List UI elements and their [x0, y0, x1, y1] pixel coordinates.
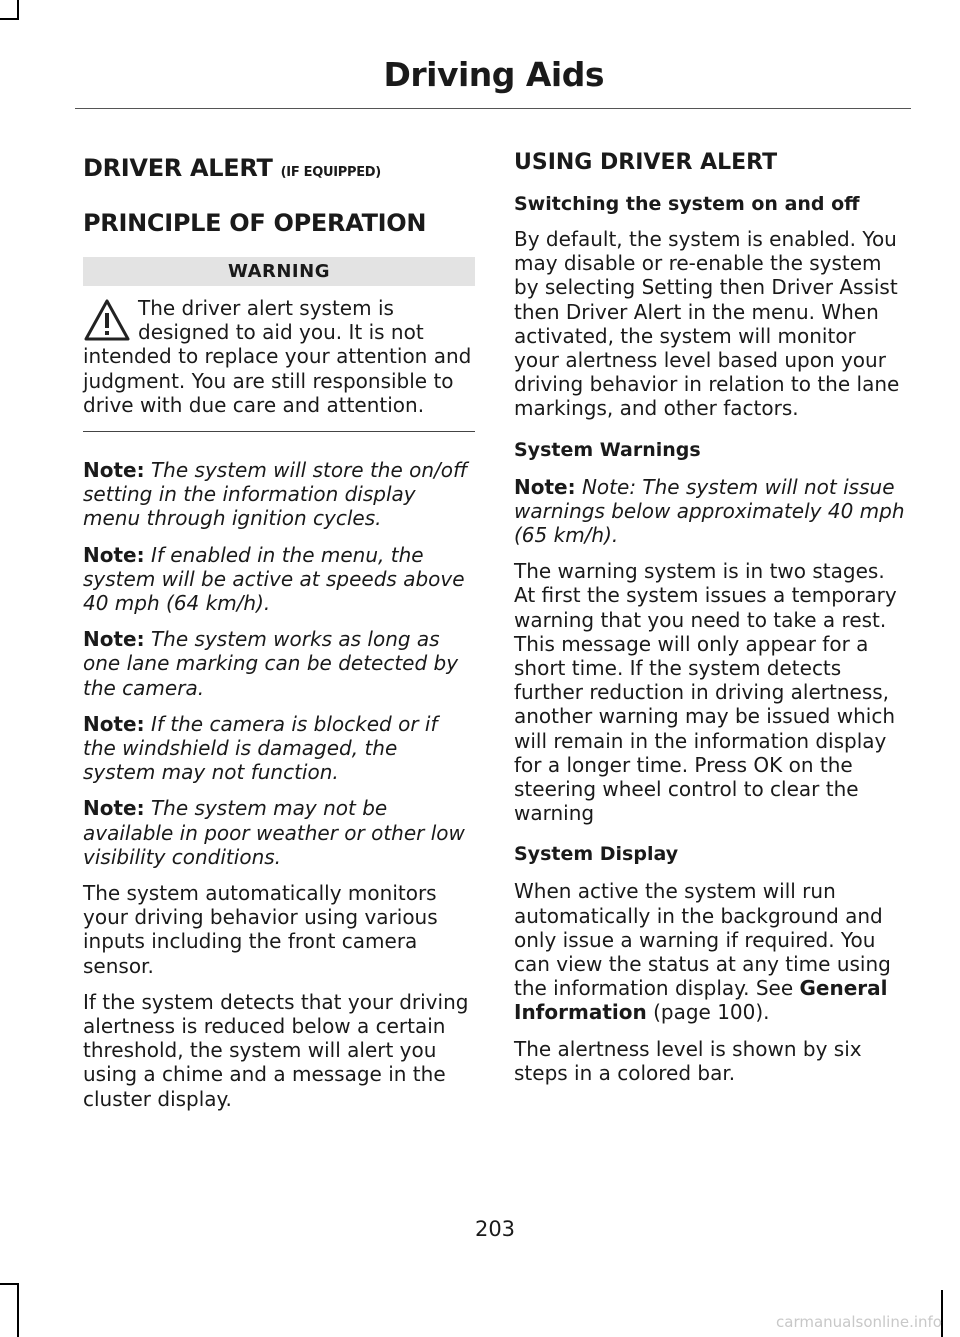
note-warnings [514, 475, 906, 548]
note-label: Note: [83, 542, 145, 567]
page-title: Driving Aids [383, 55, 604, 94]
note-text: The system works as long as one lane marking can be detected by the camera. [83, 627, 459, 700]
watermark: carmanualsonline.info [776, 1313, 942, 1331]
warning-label: WARNING [83, 257, 475, 286]
subsection-heading: PRINCIPLE OF OPERATION [83, 209, 427, 237]
note-1 [83, 458, 475, 531]
note-text: If enabled in the menu, the system will be active at speeds above 40 mph (64 km/h). [83, 542, 465, 616]
note-text: If the camera is blocked or if the windshield is damaged, the system may not function. [83, 711, 438, 785]
subheading-switching: Switching the system on and off [514, 193, 860, 215]
note-4 [83, 712, 475, 785]
warning-divider [83, 431, 475, 432]
warning-box [83, 286, 475, 432]
warning-line-2: designed to aid you. It is not [138, 320, 424, 345]
note-2 [83, 543, 475, 616]
note-text: The system will store the on/off setting in the information display menu through ignition cycles. [83, 458, 468, 531]
crop-mark-top-left-h [0, 18, 19, 20]
note-label: Note: [514, 474, 576, 499]
page-reference: (page 100). [653, 1000, 770, 1025]
body-paragraph-alertness: The alertness level is shown by six steps in a colored bar. [514, 1036, 862, 1085]
header-divider [75, 108, 911, 109]
section-heading-using: USING DRIVER ALERT [514, 150, 778, 175]
body-paragraph-display [514, 879, 906, 1024]
subheading-warnings: System Warnings [514, 438, 701, 461]
section-heading [83, 154, 475, 182]
crop-mark-bottom-left-h [0, 1283, 19, 1285]
warning-line-rest: intended to replace your attention and judgment. You are still responsible to drive with due care and attention. [83, 344, 472, 417]
left-column [83, 146, 475, 1123]
section-heading-suffix: (IF EQUIPPED) [280, 165, 381, 180]
note-5 [83, 796, 475, 869]
right-column [514, 146, 906, 1097]
crop-mark-bottom-left [17, 1283, 19, 1337]
note-text: Note: The system will not issue warnings below approximately 40 mph (65 km/h). [514, 474, 905, 548]
note-label: Note: [83, 711, 145, 736]
section-heading-text: DRIVER ALERT [83, 154, 273, 182]
body-paragraph-2: If the system detects that your driving alertness is reduced below a certain threshold, the system will alert you using a chime and a message in the cluster display. [83, 989, 469, 1111]
subheading-display: System Display [514, 843, 679, 866]
warning-text [83, 296, 475, 417]
note-3 [83, 627, 475, 700]
note-label: Note: [83, 796, 145, 821]
warning-line-1: The driver alert system is [138, 296, 394, 320]
note-label: Note: [83, 627, 145, 652]
page-number: 203 [474, 1217, 516, 1241]
general-information-link[interactable]: General Information [514, 976, 888, 1025]
body-paragraph-1: The system automatically monitors your driving behavior using various inputs including the front camera sensor. [83, 881, 438, 978]
display-text: When active the system will run automatically in the background and only issue a warning if required. You can view the status at any time using the information display. See [514, 879, 891, 1001]
body-paragraph-default: By default, the system is enabled. You may disable or re-enable the system by selecting Setting then Driver Assist then Driver Alert in the menu. When activated, the system will monitor your alertness level based upon your driving behavior in relation to the lane markings, and other factors. [514, 227, 900, 421]
note-label: Note: [83, 458, 145, 483]
warning-triangle-icon [83, 298, 131, 342]
note-text: The system may not be available in poor weather or other low visibility conditions. [83, 796, 465, 869]
body-paragraph-stages: The warning system is in two stages. At first the system issues a temporary warning that you need to take a rest. This message will only appear for a short time. If the system detects further reduction in driving alertness, another warning may be issued which will remain in the information display for a longer time. Press OK on the steering wheel control to clear the warning [514, 559, 897, 826]
crop-mark-top-left [17, 0, 19, 20]
